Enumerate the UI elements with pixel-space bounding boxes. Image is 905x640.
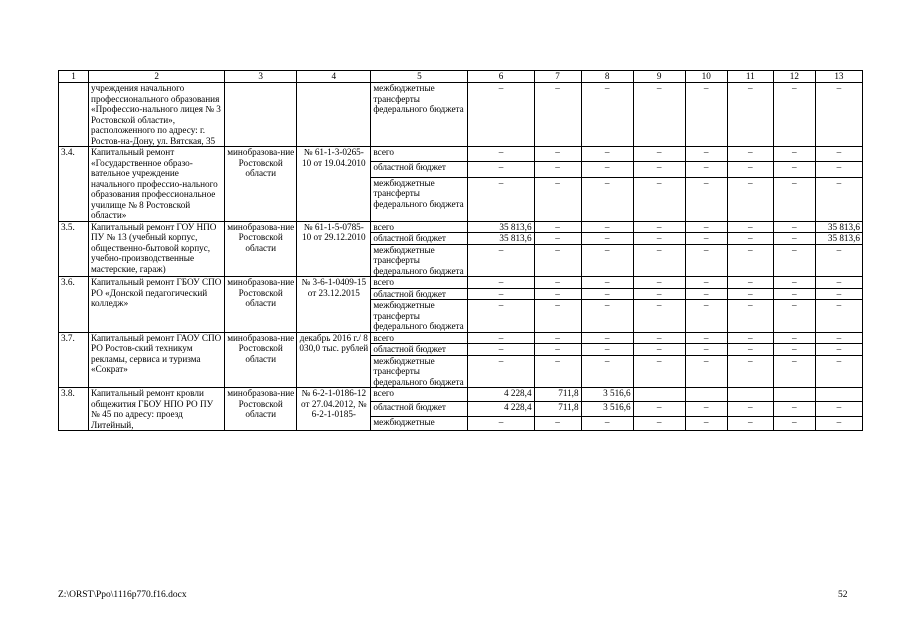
- value-cell: –: [633, 300, 685, 333]
- value-cell: –: [773, 233, 815, 245]
- footer-file-path: Z:\ORST\Ppo\1116p770.f16.docx: [58, 590, 187, 600]
- budget-table: [58, 70, 863, 431]
- value-cell: –: [468, 147, 534, 162]
- column-number: 12: [773, 71, 815, 83]
- value-cell: –: [815, 147, 862, 162]
- funding-source-cell: межбюджетные трансферты федерального бюджета: [371, 83, 468, 147]
- value-cell: –: [468, 355, 534, 388]
- value-cell: 3 516,6: [581, 388, 633, 402]
- value-cell: –: [468, 332, 534, 344]
- column-number: 13: [815, 71, 862, 83]
- value-cell: –: [581, 344, 633, 356]
- value-cell: –: [468, 288, 534, 300]
- value-cell: –: [815, 332, 862, 344]
- value-cell: –: [773, 355, 815, 388]
- funding-source-cell: областной бюджет: [371, 288, 468, 300]
- value-cell: 4 228,4: [468, 402, 534, 416]
- value-cell: –: [534, 355, 581, 388]
- value-cell: –: [581, 177, 633, 221]
- value-cell: –: [815, 355, 862, 388]
- value-cell: –: [633, 416, 685, 430]
- object-name-cell: Капитальный ремонт ГАОУ СПО РО Ростов-ский техникум рекламы, сервиса и туризма «Сократ»: [89, 332, 225, 388]
- row-number-cell: 3.7.: [59, 332, 89, 388]
- value-cell: –: [633, 147, 685, 162]
- table-row: [59, 388, 863, 402]
- value-cell: –: [468, 244, 534, 277]
- value-cell: –: [773, 344, 815, 356]
- funding-source-cell: всего: [371, 388, 468, 402]
- value-cell: –: [534, 162, 581, 177]
- value-cell: 711,8: [534, 388, 581, 402]
- column-number: 1: [59, 71, 89, 83]
- value-cell: –: [581, 288, 633, 300]
- value-cell: –: [727, 162, 773, 177]
- value-cell: –: [685, 300, 727, 333]
- value-cell: –: [773, 402, 815, 416]
- value-cell: –: [773, 332, 815, 344]
- table-row: [59, 221, 863, 233]
- funding-source-cell: всего: [371, 147, 468, 162]
- value-cell: –: [815, 300, 862, 333]
- funding-source-cell: областной бюджет: [371, 162, 468, 177]
- value-cell: –: [685, 277, 727, 289]
- document-cell: № 3-6-1-0409-15 от 23.12.2015: [297, 277, 371, 333]
- value-cell: –: [534, 416, 581, 430]
- funding-source-cell: межбюджетные: [371, 416, 468, 430]
- value-cell: –: [773, 288, 815, 300]
- value-cell: –: [773, 277, 815, 289]
- value-cell: –: [633, 288, 685, 300]
- value-cell: –: [727, 288, 773, 300]
- value-cell: –: [633, 162, 685, 177]
- value-cell: –: [727, 344, 773, 356]
- value-cell: 3 516,6: [581, 402, 633, 416]
- funding-source-cell: всего: [371, 221, 468, 233]
- value-cell: –: [727, 300, 773, 333]
- value-cell: –: [581, 416, 633, 430]
- value-cell: –: [727, 416, 773, 430]
- value-cell: 711,8: [534, 402, 581, 416]
- column-number: 11: [727, 71, 773, 83]
- value-cell: –: [534, 147, 581, 162]
- value-cell: [633, 388, 685, 402]
- value-cell: –: [773, 221, 815, 233]
- value-cell: –: [685, 233, 727, 245]
- value-cell: –: [633, 233, 685, 245]
- value-cell: –: [468, 177, 534, 221]
- value-cell: –: [727, 355, 773, 388]
- value-cell: [773, 388, 815, 402]
- funding-source-cell: межбюджетные трансферты федерального бюджета: [371, 355, 468, 388]
- header-row: [59, 71, 863, 83]
- value-cell: –: [468, 83, 534, 147]
- value-cell: –: [815, 416, 862, 430]
- value-cell: –: [534, 177, 581, 221]
- value-cell: –: [581, 244, 633, 277]
- value-cell: 35 813,6: [468, 221, 534, 233]
- organization-cell: минобразова-ние Ростовской области: [225, 221, 297, 277]
- column-number: 3: [225, 71, 297, 83]
- funding-source-cell: всего: [371, 277, 468, 289]
- value-cell: 4 228,4: [468, 388, 534, 402]
- value-cell: –: [727, 233, 773, 245]
- document-cell: № 6-2-1-0186-12 от 27.04.2012, № 6-2-1-0185-: [297, 388, 371, 431]
- value-cell: –: [685, 416, 727, 430]
- value-cell: –: [534, 288, 581, 300]
- value-cell: –: [468, 300, 534, 333]
- value-cell: –: [685, 402, 727, 416]
- value-cell: –: [815, 288, 862, 300]
- column-number: 7: [534, 71, 581, 83]
- organization-cell: [225, 83, 297, 147]
- value-cell: –: [534, 233, 581, 245]
- value-cell: –: [581, 221, 633, 233]
- value-cell: –: [685, 244, 727, 277]
- value-cell: –: [581, 355, 633, 388]
- column-number: 6: [468, 71, 534, 83]
- row-number-cell: 3.5.: [59, 221, 89, 277]
- value-cell: –: [534, 244, 581, 277]
- value-cell: –: [581, 233, 633, 245]
- value-cell: –: [685, 355, 727, 388]
- value-cell: –: [685, 177, 727, 221]
- value-cell: –: [633, 344, 685, 356]
- value-cell: 35 813,6: [468, 233, 534, 245]
- value-cell: –: [727, 402, 773, 416]
- organization-cell: минобразова-ние Ростовской области: [225, 277, 297, 333]
- value-cell: –: [815, 402, 862, 416]
- funding-source-cell: областной бюджет: [371, 233, 468, 245]
- value-cell: –: [581, 277, 633, 289]
- value-cell: –: [727, 147, 773, 162]
- value-cell: [685, 388, 727, 402]
- value-cell: –: [727, 332, 773, 344]
- object-name-cell: Капитальный ремонт «Государственное образо-вательное учреждение начального профессио-нального образования профессиональное училище № 8 Ростовской области»: [89, 147, 225, 222]
- column-number: 4: [297, 71, 371, 83]
- value-cell: –: [773, 83, 815, 147]
- value-cell: –: [773, 162, 815, 177]
- object-name-cell: Капитальный ремонт кровли общежития ГБОУ НПО РО ПУ № 45 по адресу: проезд Литейный,: [89, 388, 225, 431]
- page-number: 52: [838, 590, 848, 600]
- table-row: [59, 83, 863, 147]
- value-cell: –: [727, 244, 773, 277]
- value-cell: –: [773, 244, 815, 277]
- value-cell: –: [534, 344, 581, 356]
- value-cell: –: [685, 221, 727, 233]
- object-name-cell: Капитальный ремонт ГОУ НПО ПУ № 13 (учебный корпус, общественно-бытовой корпус, учебно-производственные мастерские, гараж): [89, 221, 225, 277]
- column-number: 9: [633, 71, 685, 83]
- value-cell: –: [534, 221, 581, 233]
- value-cell: –: [815, 162, 862, 177]
- funding-source-cell: межбюджетные трансферты федерального бюджета: [371, 244, 468, 277]
- value-cell: –: [727, 221, 773, 233]
- value-cell: –: [727, 83, 773, 147]
- value-cell: –: [633, 402, 685, 416]
- table-row: [59, 332, 863, 344]
- value-cell: –: [581, 332, 633, 344]
- value-cell: –: [773, 416, 815, 430]
- value-cell: –: [633, 355, 685, 388]
- value-cell: –: [633, 244, 685, 277]
- value-cell: –: [468, 344, 534, 356]
- value-cell: –: [685, 288, 727, 300]
- column-number: 10: [685, 71, 727, 83]
- document-cell: № 61-1-3-0265-10 от 19.04.2010: [297, 147, 371, 222]
- table-row: [59, 277, 863, 289]
- value-cell: –: [815, 177, 862, 221]
- value-cell: –: [815, 277, 862, 289]
- value-cell: –: [773, 300, 815, 333]
- value-cell: –: [685, 147, 727, 162]
- value-cell: 35 813,6: [815, 233, 862, 245]
- value-cell: –: [633, 83, 685, 147]
- value-cell: –: [534, 277, 581, 289]
- value-cell: 35 813,6: [815, 221, 862, 233]
- funding-source-cell: межбюджетные трансферты федерального бюджета: [371, 300, 468, 333]
- column-number: 8: [581, 71, 633, 83]
- table-row: [59, 147, 863, 162]
- document-cell: № 61-1-5-0785-10 от 29.12.2010: [297, 221, 371, 277]
- funding-source-cell: всего: [371, 332, 468, 344]
- value-cell: –: [685, 162, 727, 177]
- value-cell: –: [468, 162, 534, 177]
- row-number-cell: 3.8.: [59, 388, 89, 431]
- funding-source-cell: областной бюджет: [371, 402, 468, 416]
- value-cell: –: [815, 244, 862, 277]
- value-cell: –: [534, 83, 581, 147]
- document-cell: декабрь 2016 г./ 8 030,0 тыс. рублей: [297, 332, 371, 388]
- value-cell: –: [534, 300, 581, 333]
- row-number-cell: [59, 83, 89, 147]
- value-cell: –: [633, 177, 685, 221]
- column-number: 5: [371, 71, 468, 83]
- value-cell: –: [534, 332, 581, 344]
- value-cell: –: [773, 147, 815, 162]
- value-cell: –: [581, 162, 633, 177]
- value-cell: –: [468, 416, 534, 430]
- value-cell: –: [815, 83, 862, 147]
- organization-cell: минобразова-ние Ростовской области: [225, 332, 297, 388]
- object-name-cell: Капитальный ремонт ГБОУ СПО РО «Донской педагогический колледж»: [89, 277, 225, 333]
- organization-cell: минобразова-ние Ростовской области: [225, 388, 297, 431]
- organization-cell: минобразова-ние Ростовской области: [225, 147, 297, 222]
- value-cell: [815, 388, 862, 402]
- value-cell: [727, 388, 773, 402]
- row-number-cell: 3.4.: [59, 147, 89, 222]
- value-cell: –: [727, 277, 773, 289]
- value-cell: –: [773, 177, 815, 221]
- value-cell: –: [633, 221, 685, 233]
- value-cell: –: [685, 344, 727, 356]
- funding-source-cell: областной бюджет: [371, 344, 468, 356]
- value-cell: –: [581, 147, 633, 162]
- value-cell: –: [633, 277, 685, 289]
- value-cell: –: [633, 332, 685, 344]
- value-cell: –: [685, 83, 727, 147]
- value-cell: –: [581, 300, 633, 333]
- value-cell: –: [468, 277, 534, 289]
- column-number: 2: [89, 71, 225, 83]
- value-cell: –: [815, 344, 862, 356]
- value-cell: –: [727, 177, 773, 221]
- object-name-cell: учреждения начального профессионального образования «Профессио-нального лицея № 3 Ростовской области», расположенного по адресу: г. Ростов-на-Дону, ул. Вятская, 35: [89, 83, 225, 147]
- document-cell: [297, 83, 371, 147]
- value-cell: –: [685, 332, 727, 344]
- value-cell: –: [581, 83, 633, 147]
- row-number-cell: 3.6.: [59, 277, 89, 333]
- funding-source-cell: межбюджетные трансферты федерального бюджета: [371, 177, 468, 221]
